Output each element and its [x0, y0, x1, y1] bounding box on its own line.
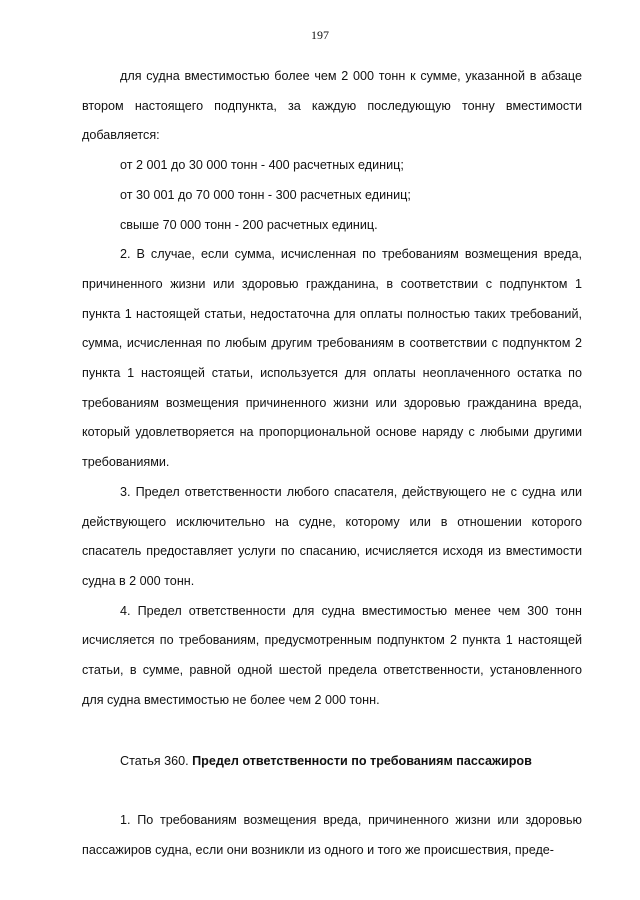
article-label: Статья 360.	[120, 754, 189, 769]
paragraph-item-3: 3. Предел ответственности любого спасателя, действующего не с судна или действующего исключительно на судне, которому или в отношении которого спасатель предоставляет услуги по спасанию, исчисляется исходя из вместимости судна в 2 000 тонн.	[82, 484, 582, 588]
page-number: 197	[311, 28, 329, 42]
list-item: от 2 001 до 30 000 тонн - 400 расчетных единиц;	[120, 158, 404, 173]
list-item: от 30 001 до 70 000 тонн - 300 расчетных единиц;	[120, 187, 411, 202]
paragraph-tonnage-addition: для судна вместимостью более чем 2 000 тонн к сумме, указанной в абзаце втором настоящего подпункта, за каждую последующую тонну вместимости добавляется:	[82, 69, 582, 143]
article-title: Предел ответственности по требованиям пассажиров	[192, 754, 532, 769]
document-body	[82, 62, 582, 866]
list-item: свыше 70 000 тонн - 200 расчетных единиц.	[120, 217, 378, 232]
paragraph-item-4: 4. Предел ответственности для судна вместимостью менее чем 300 тонн исчисляется по требованиям, предусмотренным подпунктом 2 пункта 1 настоящей статьи, в сумме, равной одной шестой предела ответственности, установленного для судна вместимостью не более чем 2 000 тонн.	[82, 603, 582, 707]
article-heading	[82, 747, 582, 777]
paragraph-article-360-item-1: 1. По требованиям возмещения вреда, причиненного жизни или здоровью пассажиров судна, если они возникли из одного и того же происшествия, преде-	[82, 813, 582, 857]
paragraph-item-2: 2. В случае, если сумма, исчисленная по требованиям возмещения вреда, причиненного жизни или здоровью гражданина, в соответствии с подпунктом 1 пункта 1 настоящей статьи, недостаточна для оплаты полностью таких требований, сумма, исчисленная по любым другим требованиям в соответствии с подпунктом 2 пункта 1 настоящей статьи, используется для оплаты неоплаченного остатка по требованиям возмещения причиненного жизни или здоровью гражданина вреда, который удовлетворяется на пропорциональной основе наряду с любыми другими требованиями.	[82, 247, 582, 470]
